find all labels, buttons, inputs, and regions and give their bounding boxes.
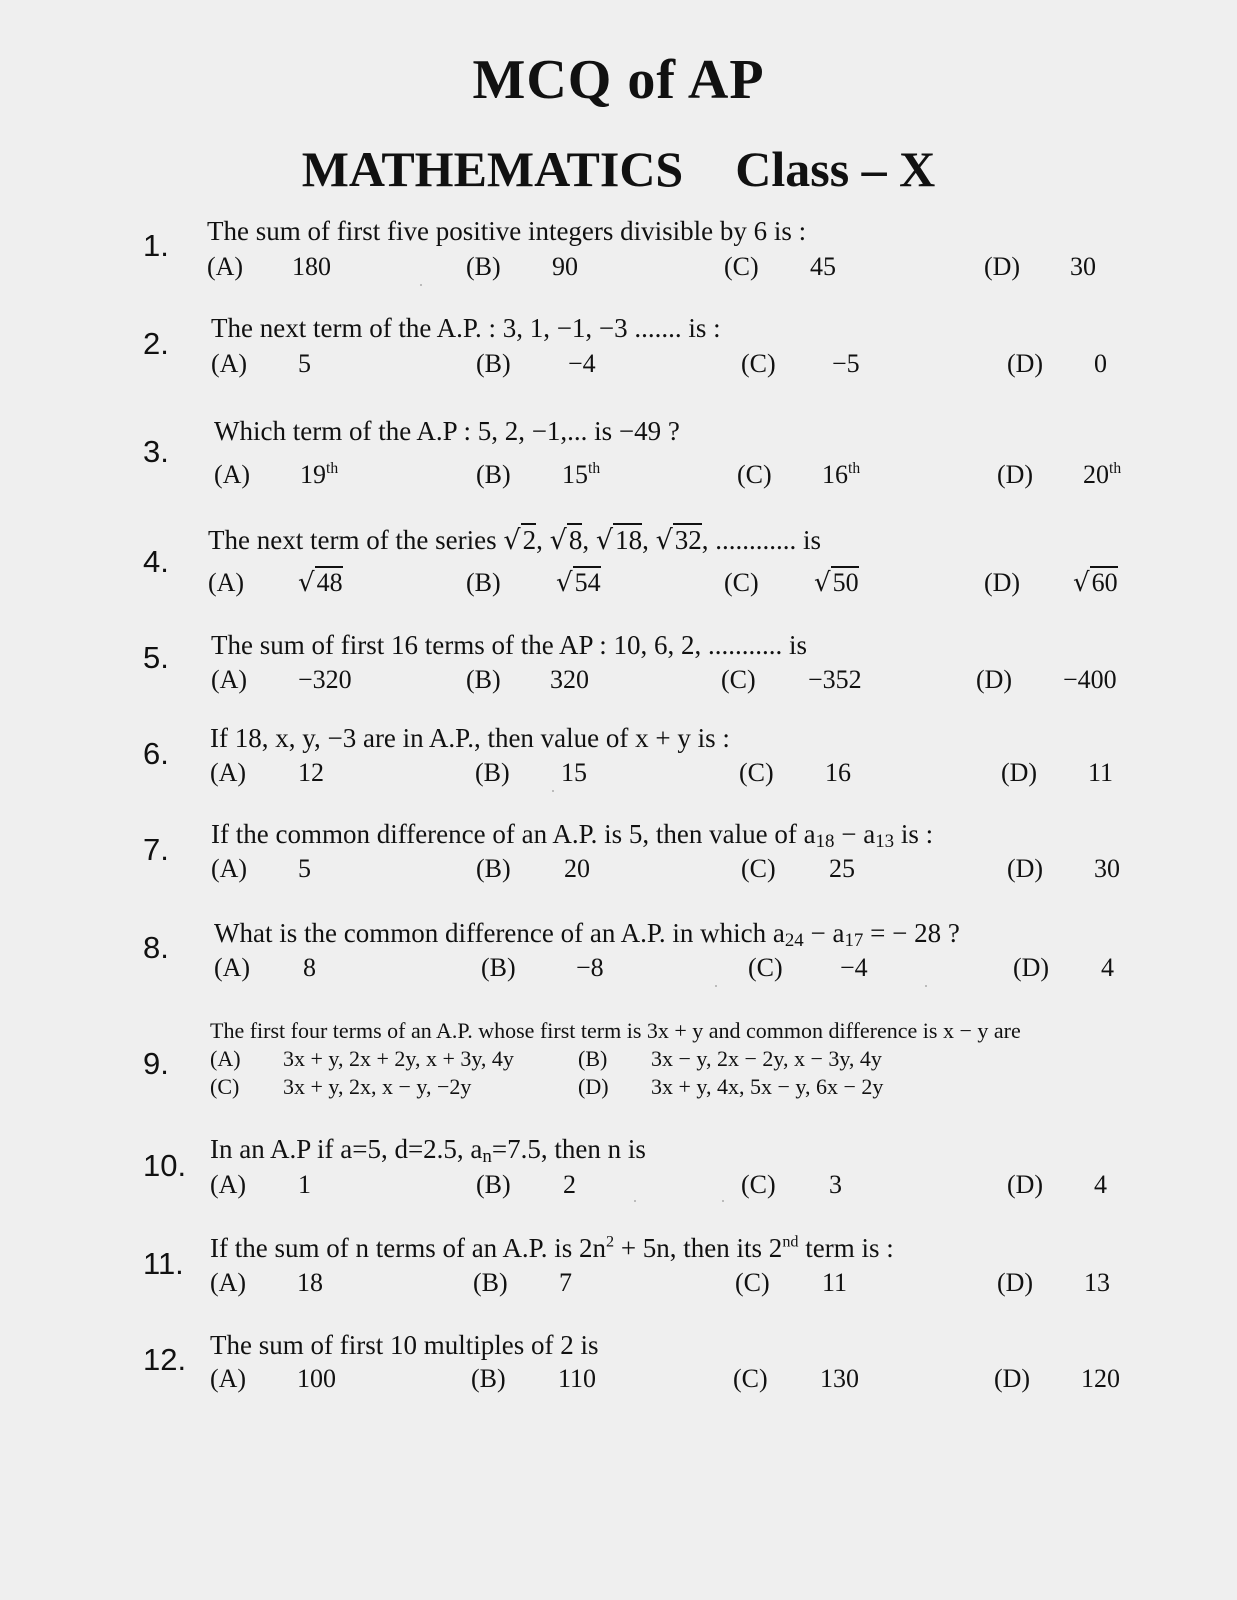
- option-b-label: (B): [476, 460, 511, 489]
- question-number: 2.: [143, 326, 169, 361]
- option-b-label: (B): [466, 568, 501, 597]
- option-c-value: 25: [829, 854, 855, 883]
- page-subtitle: [0, 140, 1237, 198]
- question-number: 3.: [143, 434, 169, 469]
- option-c-label: (C): [724, 568, 759, 597]
- option-c-value: −352: [808, 665, 862, 694]
- option-a-label: (A): [207, 252, 244, 281]
- option-a-label: (A): [210, 1364, 247, 1393]
- option-b-label: (B): [476, 1170, 511, 1199]
- question-stem: If the common difference of an A.P. is 5, then value of $a_{18} - a_{13}$ is :: [211, 819, 934, 852]
- option-c-label: (C): [210, 1074, 240, 1099]
- question-stem: The next term of the A.P. : 3, 1, −1, −3 ....... is :: [211, 313, 721, 343]
- option-a-label: (A): [210, 1170, 247, 1199]
- option-b-value: 20: [564, 854, 590, 883]
- question-stem: What is the common difference of an A.P. in which $a_{24} - a_{17}$ = − 28 ?: [214, 918, 960, 951]
- question-stem: The first four terms of an A.P. whose first term is 3x + y and common difference is x − y are: [210, 1018, 1021, 1043]
- option-b-value: 90: [552, 252, 578, 281]
- option-c-label: (C): [748, 953, 783, 982]
- question-stem: If the sum of n terms of an A.P. is $2n^2 + 5n$, then its 2nd term is :: [210, 1232, 894, 1263]
- option-a-label: (A): [214, 953, 251, 982]
- option-d-value: 3x + y, 4x, 5x − y, 6x − 2y: [651, 1074, 884, 1099]
- option-c-label: (C): [724, 252, 759, 281]
- option-a-value: 1: [298, 1170, 311, 1199]
- option-b-value: 2: [563, 1170, 576, 1199]
- option-a-value: 5: [298, 854, 311, 883]
- option-c-value: 130: [820, 1364, 859, 1393]
- question-number: 8.: [143, 930, 169, 965]
- option-b-value: −4: [568, 349, 596, 378]
- question-number: 4.: [143, 544, 169, 579]
- option-d-value: 30: [1070, 252, 1096, 281]
- question-number: 5.: [143, 640, 169, 675]
- question-number: 9.: [143, 1046, 169, 1081]
- scan-speck: [634, 1200, 636, 1202]
- option-a-label: (A): [211, 854, 248, 883]
- option-d-value: √60: [1073, 568, 1118, 598]
- option-d-value: 20th: [1083, 459, 1122, 489]
- option-b-value: √54: [556, 568, 601, 598]
- option-b-label: (B): [475, 758, 510, 787]
- question-number: 10.: [143, 1148, 187, 1183]
- option-b-label: (B): [481, 953, 516, 982]
- option-a-label: (A): [211, 349, 248, 378]
- option-d-label: (D): [1013, 953, 1050, 982]
- option-c-label: (C): [739, 758, 774, 787]
- option-d-label: (D): [1007, 1170, 1044, 1199]
- option-a-label: (A): [210, 758, 247, 787]
- option-b-value: 110: [558, 1364, 597, 1393]
- option-a-label: (A): [214, 460, 251, 489]
- option-c-value: 16th: [822, 459, 861, 489]
- question-stem: The sum of first five positive integers divisible by 6 is :: [207, 216, 807, 246]
- option-c-label: (C): [733, 1364, 768, 1393]
- option-c-label: (C): [741, 349, 776, 378]
- subject-label: MATHEMATICS: [301, 141, 684, 197]
- option-d-label: (D): [1007, 349, 1044, 378]
- question-number: 1.: [143, 228, 169, 263]
- question-number: 6.: [143, 736, 169, 771]
- option-c-value: 3: [829, 1170, 842, 1199]
- option-b-label: (B): [476, 349, 511, 378]
- question-stem: If 18, x, y, −3 are in A.P., then value of x + y is :: [210, 723, 730, 753]
- option-d-label: (D): [1001, 758, 1038, 787]
- question-number: 7.: [143, 832, 169, 867]
- option-d-value: −400: [1063, 665, 1117, 694]
- option-d-label: (D): [1007, 854, 1044, 883]
- question-stem: The sum of first 10 multiples of 2 is: [210, 1330, 599, 1360]
- option-a-value: 19th: [300, 459, 339, 489]
- option-d-label: (D): [976, 665, 1013, 694]
- option-d-value: 30: [1094, 854, 1120, 883]
- option-a-value: 180: [292, 252, 331, 281]
- option-a-value: √48: [298, 568, 343, 598]
- option-b-value: 3x − y, 2x − 2y, x − 3y, 4y: [651, 1046, 882, 1071]
- option-b-label: (B): [466, 665, 501, 694]
- option-b-label: (B): [471, 1364, 506, 1393]
- option-d-label: (D): [997, 460, 1034, 489]
- scan-speck: [552, 790, 554, 792]
- option-c-value: 11: [822, 1268, 848, 1297]
- option-d-label: (D): [994, 1364, 1031, 1393]
- option-a-value: 3x + y, 2x + 2y, x + 3y, 4y: [283, 1046, 514, 1071]
- scan-speck: [722, 1200, 724, 1202]
- option-c-label: (C): [737, 460, 772, 489]
- option-b-label: (B): [473, 1268, 508, 1297]
- page-title: MCQ of AP: [472, 49, 765, 111]
- question-number: 11.: [143, 1246, 184, 1281]
- option-c-value: 45: [810, 252, 836, 281]
- option-a-label: (A): [211, 665, 248, 694]
- option-d-value: 4: [1101, 953, 1114, 982]
- option-a-value: 12: [298, 758, 324, 787]
- option-a-value: −320: [298, 665, 352, 694]
- option-a-label: (A): [210, 1046, 241, 1071]
- option-b-label: (B): [466, 252, 501, 281]
- option-a-value: 5: [298, 349, 311, 378]
- option-c-value: 3x + y, 2x, x − y, −2y: [283, 1074, 472, 1099]
- option-d-value: 4: [1094, 1170, 1107, 1199]
- option-a-value: 100: [297, 1364, 336, 1393]
- option-b-value: −8: [576, 953, 604, 982]
- question-stem: Which term of the A.P : 5, 2, −1,... is −49 ?: [214, 416, 680, 446]
- option-b-label: (B): [578, 1046, 608, 1071]
- option-c-label: (C): [721, 665, 756, 694]
- scan-speck: [715, 985, 717, 987]
- question-number: 12.: [143, 1342, 187, 1377]
- option-c-value: √50: [814, 568, 859, 598]
- option-b-label: (B): [476, 854, 511, 883]
- option-b-value: 7: [559, 1268, 572, 1297]
- option-d-label: (D): [997, 1268, 1034, 1297]
- question-stem: In an A.P if a=5, d=2.5, $a_n=7.5$, then n is: [210, 1134, 646, 1167]
- option-c-value: 16: [825, 758, 851, 787]
- option-b-value: 15: [561, 758, 587, 787]
- option-d-label: (D): [984, 568, 1021, 597]
- option-c-value: −4: [840, 953, 868, 982]
- option-d-value: 120: [1081, 1364, 1120, 1393]
- scan-speck: [420, 284, 422, 286]
- question-stem: The next term of the series √2, √8, √18, √32, ............ is: [208, 525, 822, 556]
- option-c-label: (C): [741, 854, 776, 883]
- option-a-value: 8: [303, 953, 316, 982]
- option-d-value: 13: [1084, 1268, 1110, 1297]
- option-d-label: (D): [984, 252, 1021, 281]
- question-stem: The sum of first 16 terms of the AP : 10, 6, 2, ........... is: [211, 630, 807, 660]
- class-label: Class – X: [735, 141, 936, 197]
- option-d-value: 0: [1094, 349, 1107, 378]
- option-c-value: −5: [832, 349, 860, 378]
- option-c-label: (C): [735, 1268, 770, 1297]
- option-b-value: 320: [550, 665, 589, 694]
- option-c-label: (C): [741, 1170, 776, 1199]
- scan-speck: [925, 985, 927, 987]
- option-a-label: (A): [210, 1268, 247, 1297]
- option-a-label: (A): [208, 568, 245, 597]
- option-b-value: 15th: [562, 459, 601, 489]
- option-a-value: 18: [297, 1268, 323, 1297]
- option-d-label: (D): [578, 1074, 609, 1099]
- option-d-value: 11: [1088, 758, 1114, 787]
